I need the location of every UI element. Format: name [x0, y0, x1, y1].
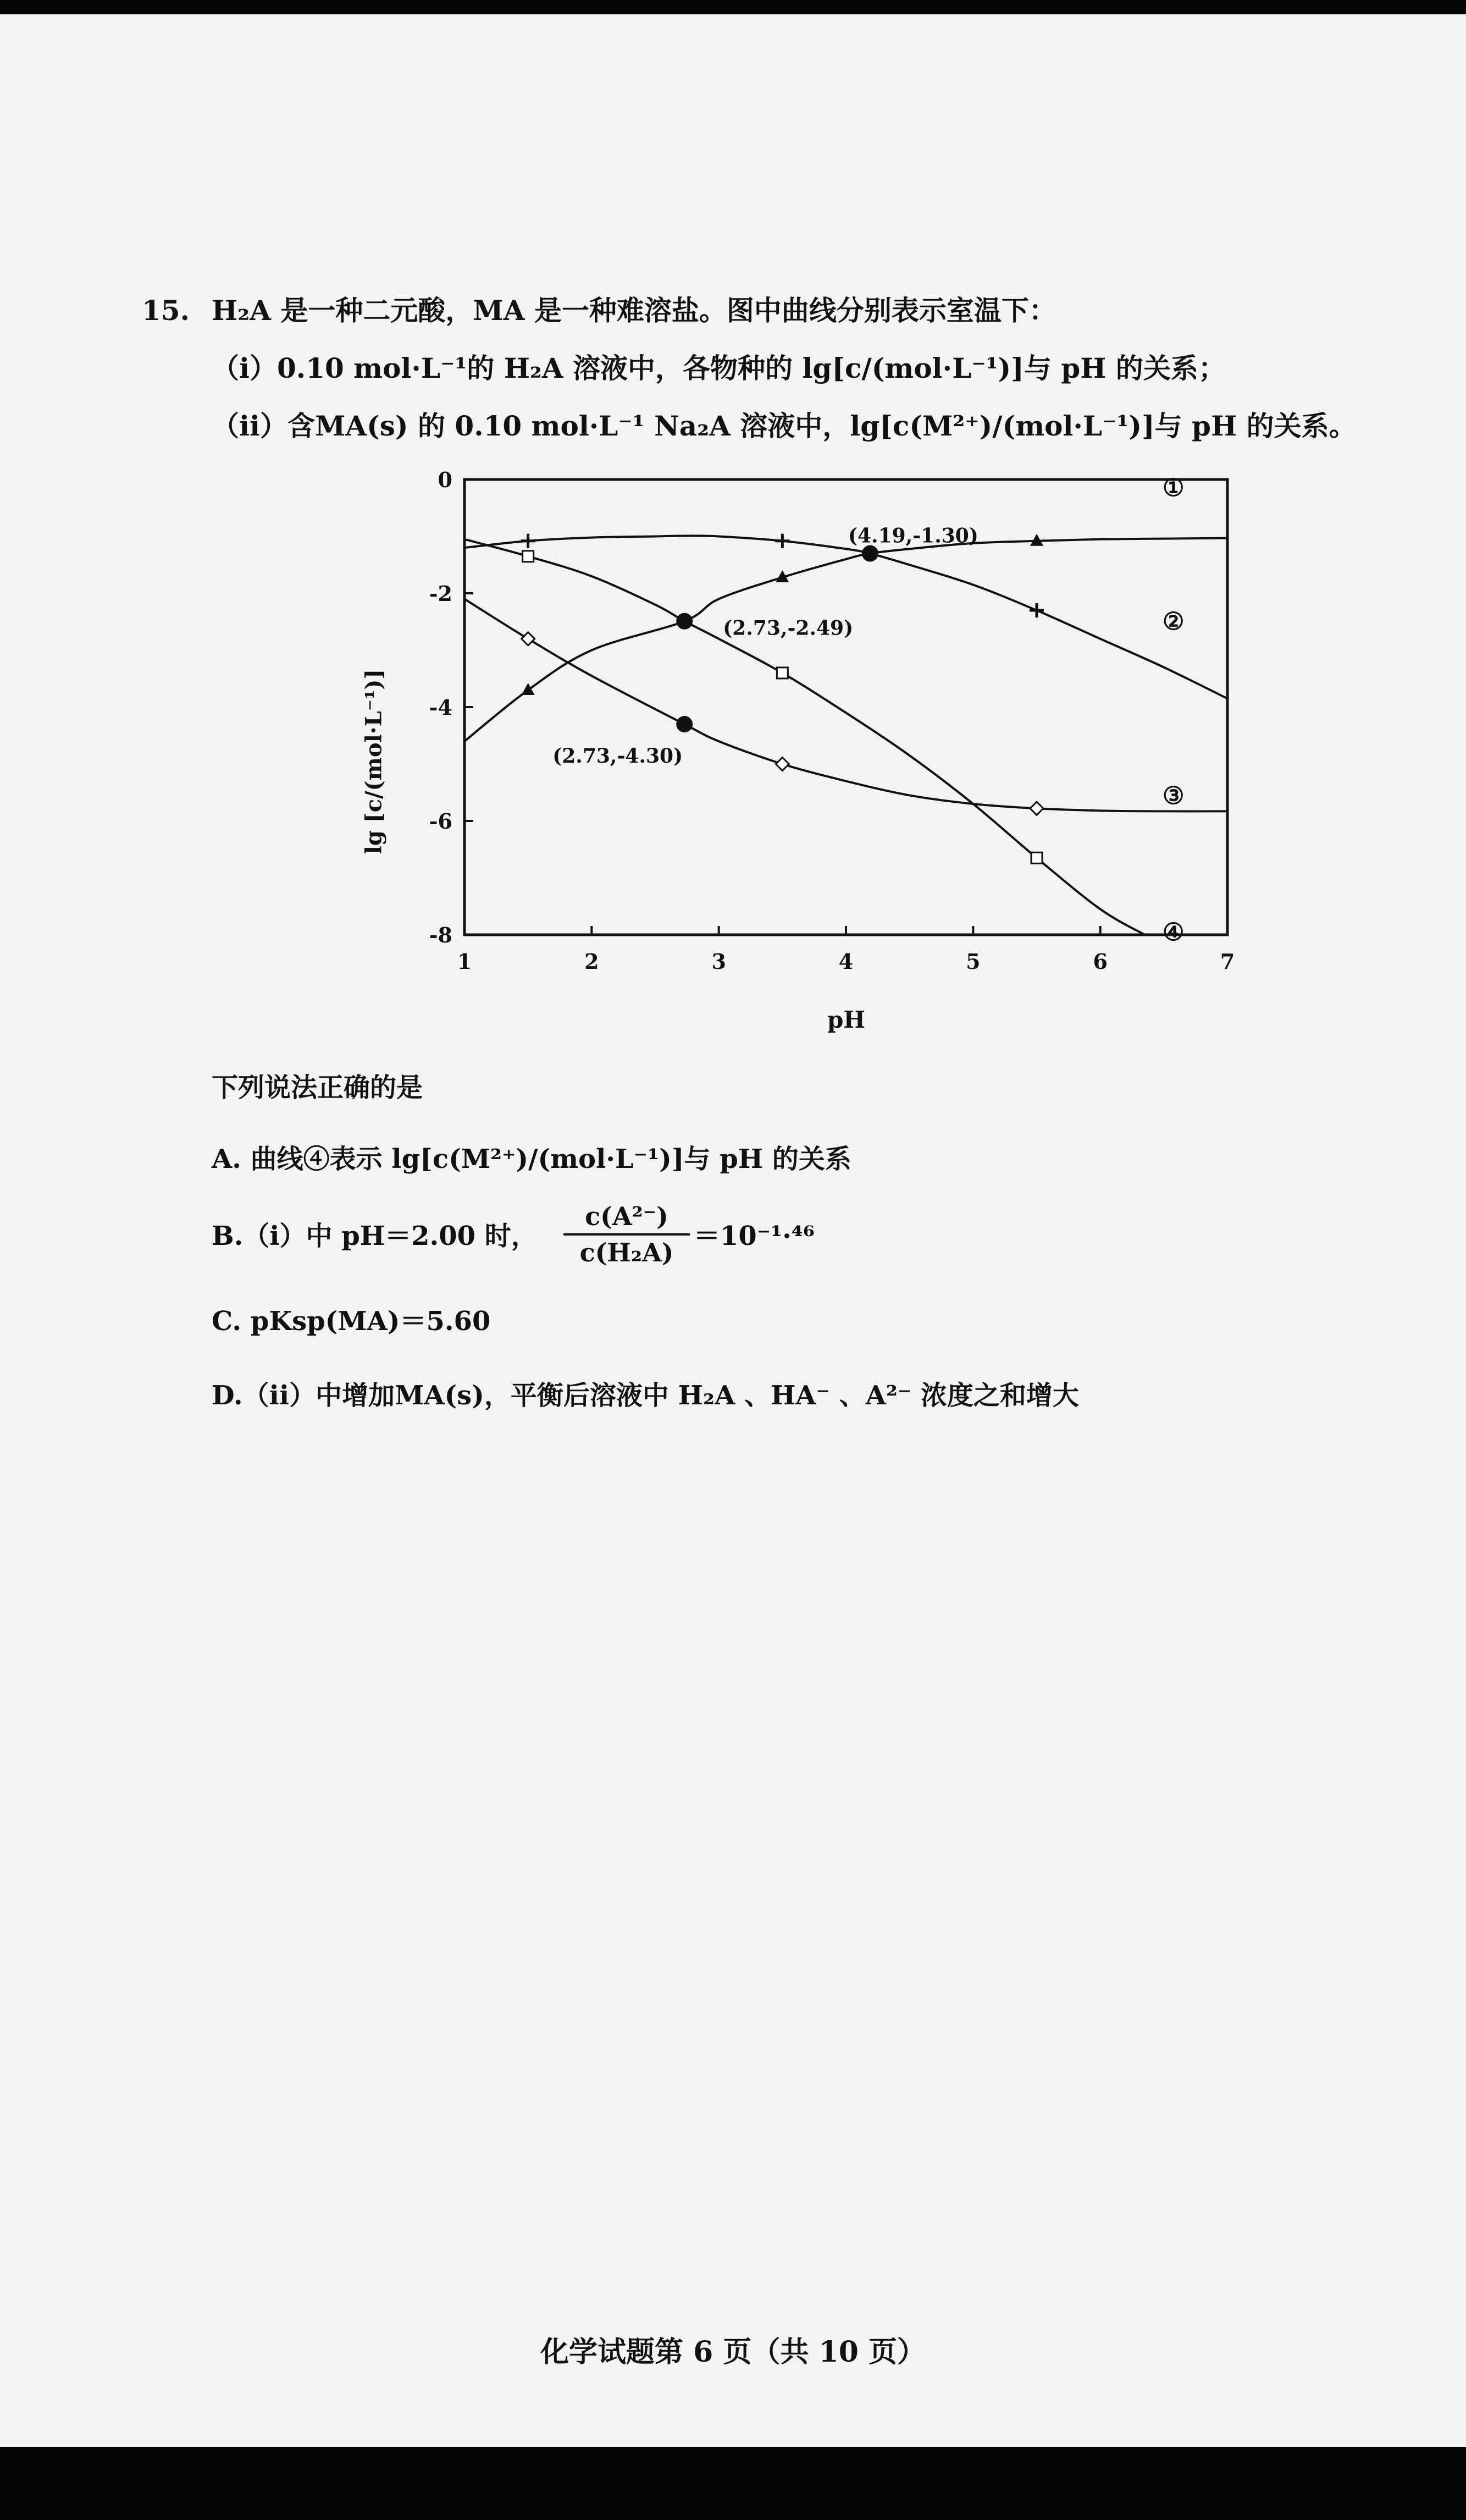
series-label-3: ③ — [1163, 782, 1185, 810]
x-tick-label: 4 — [838, 949, 854, 974]
prompt: 下列说法正确的是 — [212, 1072, 423, 1103]
square-marker — [523, 551, 534, 562]
y-tick-label: -4 — [429, 695, 452, 720]
plus-marker — [521, 534, 535, 548]
annotation-label: (2.73,-2.49) — [723, 616, 854, 640]
plus-marker — [775, 534, 789, 548]
option-a: A. 曲线④表示 lg[c(M²⁺)/(mol·L⁻¹)]与 pH 的关系 — [212, 1144, 851, 1174]
question-intro: H₂A 是一种二元酸，MA 是一种难溶盐。图中曲线分别表示室温下： — [212, 294, 1056, 327]
square-marker — [777, 668, 788, 679]
series-label-1: ① — [1163, 474, 1185, 502]
x-tick-label: 5 — [966, 949, 981, 974]
curve-4 — [464, 539, 1145, 935]
option-c: C. pKsp(MA)＝5.60 — [212, 1306, 491, 1337]
option-b-suffix: ＝10⁻¹·⁴⁶ — [694, 1221, 815, 1251]
option-d: D.（ii）中增加MA(s)，平衡后溶液中 H₂A 、HA⁻ 、A²⁻ 浓度之和增大 — [212, 1380, 1079, 1411]
fraction-denominator: c(H₂A) — [579, 1238, 674, 1267]
plot-frame — [464, 479, 1227, 935]
x-tick-label: 2 — [584, 949, 599, 974]
series-label-4: ④ — [1163, 918, 1185, 946]
x-tick-label: 7 — [1220, 949, 1235, 974]
annotation-label: (2.73,-4.30) — [552, 745, 683, 768]
square-marker — [1031, 852, 1042, 863]
intersection-dot — [862, 545, 878, 562]
series-label-2: ② — [1163, 608, 1185, 636]
x-tick-label: 3 — [711, 949, 726, 974]
triangle-marker — [522, 683, 535, 695]
bottom-bar — [0, 2447, 1466, 2520]
intersection-dot — [676, 716, 693, 732]
plus-marker — [1030, 603, 1044, 617]
x-axis-label: pH — [827, 1006, 866, 1033]
ph-chart — [352, 467, 1286, 1050]
intersection-dot — [676, 613, 693, 630]
x-tick-label: 6 — [1093, 949, 1108, 974]
diamond-marker — [522, 632, 535, 646]
diamond-marker — [776, 758, 789, 771]
y-tick-label: -8 — [429, 923, 452, 947]
y-tick-label: -2 — [429, 581, 452, 606]
page-footer: 化学试题第 6 页（共 10 页） — [540, 2335, 926, 2369]
annotation-label: (4.19,-1.30) — [848, 524, 978, 548]
option-b-fraction — [563, 1201, 690, 1267]
question-number: 15. — [142, 294, 190, 327]
y-tick-label: 0 — [438, 467, 452, 492]
top-bar — [0, 0, 1466, 14]
x-tick-label: 1 — [457, 949, 472, 974]
condition-ii: （ii）含MA(s) 的 0.10 mol·L⁻¹ Na₂A 溶液中，lg[c(M²⁺)/(mol·L⁻¹)]与 pH 的关系。 — [212, 410, 1357, 442]
diamond-marker — [1030, 802, 1043, 815]
option-b-prefix: B.（i）中 pH＝2.00 时， — [212, 1221, 538, 1251]
y-tick-label: -6 — [429, 809, 452, 834]
fraction-numerator: c(A²⁻) — [563, 1201, 690, 1236]
condition-i: （i）0.10 mol·L⁻¹的 H₂A 溶液中，各物种的 lg[c/(mol·L⁻¹)]与 pH 的关系； — [212, 352, 1226, 384]
y-axis-label: lg [c/(mol·L⁻¹)] — [361, 669, 387, 854]
